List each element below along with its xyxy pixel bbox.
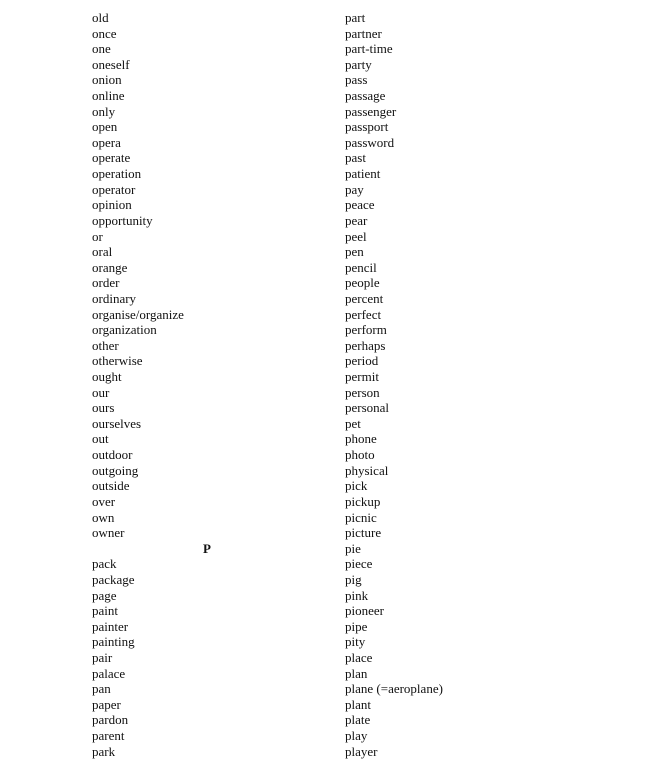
word-entry: park bbox=[92, 743, 116, 759]
word-entry: percent bbox=[345, 290, 384, 306]
word-entry: picnic bbox=[345, 509, 377, 525]
word-entry: parent bbox=[92, 728, 125, 744]
word-entry: other bbox=[92, 337, 119, 353]
word-entry: partner bbox=[345, 25, 382, 41]
left-word-column bbox=[92, 10, 292, 759]
word-entry: pity bbox=[345, 634, 366, 650]
word-entry: password bbox=[345, 134, 395, 150]
word-entry: ordinary bbox=[92, 290, 137, 306]
word-entry: plant bbox=[345, 696, 371, 712]
word-entry: painting bbox=[92, 634, 135, 650]
word-entry: pickup bbox=[345, 493, 381, 509]
word-entry: own bbox=[92, 509, 115, 525]
right-word-column bbox=[345, 10, 585, 759]
word-entry: peel bbox=[345, 228, 367, 244]
word-entry: paper bbox=[92, 696, 121, 712]
word-entry: opportunity bbox=[92, 212, 153, 228]
word-entry: pie bbox=[345, 540, 361, 556]
word-entry: pair bbox=[92, 649, 113, 665]
word-entry: paint bbox=[92, 603, 118, 619]
word-entry: pet bbox=[345, 415, 361, 431]
word-entry: pink bbox=[345, 587, 369, 603]
word-entry: owner bbox=[92, 525, 125, 541]
word-entry: old bbox=[92, 10, 109, 25]
word-entry: pioneer bbox=[345, 603, 384, 619]
word-entry: oral bbox=[92, 244, 113, 260]
word-entry: passenger bbox=[345, 103, 397, 119]
word-entry: permit bbox=[345, 369, 379, 385]
word-entry: our bbox=[92, 384, 110, 400]
word-entry: pass bbox=[345, 72, 368, 88]
word-entry: plane (=aeroplane) bbox=[345, 681, 443, 697]
word-entry: pen bbox=[345, 244, 364, 260]
word-entry: plate bbox=[345, 712, 371, 728]
word-entry: online bbox=[92, 88, 125, 104]
word-entry: patient bbox=[345, 166, 381, 182]
word-entry: party bbox=[345, 56, 372, 72]
word-entry: one bbox=[92, 41, 111, 57]
word-entry: out bbox=[92, 431, 109, 447]
word-entry: pack bbox=[92, 556, 117, 572]
word-entry: pear bbox=[345, 212, 368, 228]
word-entry: order bbox=[92, 275, 120, 291]
word-entry: part-time bbox=[345, 41, 393, 57]
word-entry: period bbox=[345, 353, 379, 369]
word-entry: perform bbox=[345, 322, 387, 338]
word-entry: package bbox=[92, 571, 135, 587]
word-entry: palace bbox=[92, 665, 126, 681]
word-entry: operator bbox=[92, 181, 136, 197]
word-entry: outside bbox=[92, 478, 130, 494]
word-entry: ought bbox=[92, 369, 122, 385]
word-entry: open bbox=[92, 119, 118, 135]
word-entry: play bbox=[345, 728, 368, 744]
word-entry: part bbox=[345, 10, 366, 25]
word-entry: person bbox=[345, 384, 380, 400]
word-entry: piece bbox=[345, 556, 373, 572]
word-entry: plan bbox=[345, 665, 368, 681]
word-entry: passage bbox=[345, 88, 386, 104]
word-entry: place bbox=[345, 649, 373, 665]
word-entry: only bbox=[92, 103, 116, 119]
word-entry: pick bbox=[345, 478, 368, 494]
word-entry: painter bbox=[92, 618, 129, 634]
word-entry: operate bbox=[92, 150, 131, 166]
word-entry: oneself bbox=[92, 56, 130, 72]
word-entry: pay bbox=[345, 181, 364, 197]
word-entry: past bbox=[345, 150, 366, 166]
word-entry: otherwise bbox=[92, 353, 143, 369]
word-entry: picture bbox=[345, 525, 382, 541]
word-entry: organization bbox=[92, 322, 157, 338]
word-entry: onion bbox=[92, 72, 122, 88]
word-entry: outgoing bbox=[92, 462, 139, 478]
word-entry: ourselves bbox=[92, 415, 142, 431]
word-entry: pardon bbox=[92, 712, 129, 728]
word-entry: player bbox=[345, 743, 378, 759]
word-entry: opera bbox=[92, 134, 121, 150]
word-entry: physical bbox=[345, 462, 389, 478]
word-entry: organise/organize bbox=[92, 306, 184, 322]
word-entry: operation bbox=[92, 166, 142, 182]
word-entry: page bbox=[92, 587, 117, 603]
word-entry: peace bbox=[345, 197, 375, 213]
word-entry: pipe bbox=[345, 618, 368, 634]
word-entry: outdoor bbox=[92, 447, 133, 463]
section-heading-p: P bbox=[203, 540, 211, 556]
word-entry: perhaps bbox=[345, 337, 386, 353]
word-entry: pig bbox=[345, 571, 362, 587]
word-entry: over bbox=[92, 493, 116, 509]
word-entry: ours bbox=[92, 400, 115, 416]
word-entry: opinion bbox=[92, 197, 132, 213]
word-entry: perfect bbox=[345, 306, 382, 322]
word-entry: pencil bbox=[345, 259, 377, 275]
word-entry: personal bbox=[345, 400, 390, 416]
word-entry: once bbox=[92, 25, 117, 41]
word-entry: photo bbox=[345, 447, 375, 463]
word-entry: or bbox=[92, 228, 103, 244]
word-entry: pan bbox=[92, 681, 111, 697]
word-entry: people bbox=[345, 275, 380, 291]
word-entry: orange bbox=[92, 259, 128, 275]
word-entry: phone bbox=[345, 431, 377, 447]
word-entry: passport bbox=[345, 119, 389, 135]
